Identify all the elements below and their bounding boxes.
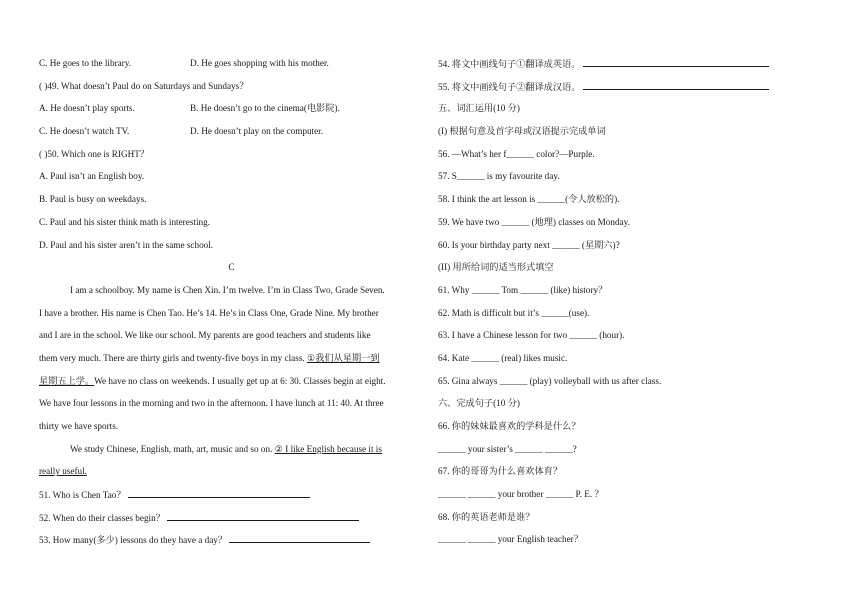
question-59: 59. We have two ______ (地理) classes on Monday. (438, 216, 630, 227)
option-b: B. He doesn’t go to the cinema(电影院). (190, 103, 340, 114)
question-50: ( )50. Which one is RIGHT？ (39, 148, 150, 159)
section-c-heading: C (228, 262, 235, 273)
option-line (39, 57, 424, 80)
question-66: 66. 你的妹妹最喜欢的学科是什么？ (438, 421, 581, 431)
answer-blank[interactable] (583, 80, 769, 90)
answer-line: ______ your sister’s ______ ______? (438, 443, 577, 454)
question-55 (438, 80, 828, 103)
question-56: 56. —What’s her f______ color?—Purple. (438, 148, 595, 159)
passage-line (39, 465, 424, 488)
option-c: C. He goes to the library. (39, 58, 132, 68)
subsection-heading: (II) 用所给词的适当形式填空 (438, 262, 554, 273)
passage-text: them very much. There are thirty girls and twenty-five boys in my class. (39, 352, 307, 363)
passage-text: We study Chinese, English, math, art, music and so on. (70, 443, 275, 454)
option-d: D. He doesn’t play on the computer. (190, 126, 324, 137)
answer-line: ______ ______ your English teacher？ (438, 534, 583, 545)
passage-line: I have a brother. His name is Chen Tao. He’s 14. He’s in Class One, Grade Nine. My brother (39, 307, 379, 318)
question-62: 62. Math is difficult but it’s ______(use). (438, 307, 590, 318)
option-b: B. Paul is busy on weekdays. (39, 194, 147, 205)
subsection-heading: (I) 根据句意及首字母或汉语提示完成单词 (438, 126, 606, 137)
question-text: 51. Who is Chen Tao？ (39, 490, 126, 501)
question-51 (39, 488, 424, 511)
question-text: 52. When do their classes begin？ (39, 512, 165, 523)
answer-line: ______ ______ your brother ______ P. E. ？ (438, 489, 604, 500)
question-57: 57. S______ is my favourite day. (438, 171, 560, 182)
question-text: 53. How many(多少) lessons do they have a day？ (39, 535, 228, 546)
answer-blank[interactable] (167, 511, 359, 521)
option-c: C. Paul and his sister think math is interesting. (39, 216, 210, 227)
right-column (438, 57, 828, 556)
passage-line (39, 375, 424, 398)
passage-text: We have no class on weekends. I usually get up at 6: 30. Classes begin at eight. (94, 375, 386, 386)
question-53 (39, 533, 424, 556)
passage-line (39, 443, 424, 466)
question-68: 68. 你的英语老师是谁？ (438, 511, 535, 522)
passage-line: and I are in the school. We like our school. My parents are good teachers and students like (39, 330, 371, 341)
passage-line (39, 352, 424, 375)
question-67: 67. 你的哥哥为什么喜欢体育？ (438, 466, 563, 477)
question-text: 55. 将文中画线句子②翻译成汉语。 (438, 81, 581, 92)
question-65: 65. Gina always ______ (play) volleyball with us after class. (438, 375, 662, 386)
answer-blank[interactable] (583, 57, 769, 67)
left-column (39, 57, 424, 556)
question-54 (438, 57, 828, 80)
passage-line: We have four lessons in the morning and two in the afternoon. I have lunch at 11: 40. At three (39, 398, 384, 409)
underlined-sentence-1: ①我们从星期一到 (307, 352, 380, 363)
passage-line: thirty we have sports. (39, 421, 119, 431)
option-a: A. Paul isn’t an English boy. (39, 171, 145, 182)
question-64: 64. Kate ______ (real) likes music. (438, 352, 568, 363)
question-49: ( )49. What doesn’t Paul do on Saturdays and Sundays？ (39, 80, 249, 91)
answer-blank[interactable] (128, 488, 310, 498)
question-60: 60. Is your birthday party next ______ (星期六)? (438, 239, 620, 250)
option-a: A. He doesn’t play sports. (39, 103, 135, 114)
question-63: 63. I have a Chinese lesson for two ______ (hour). (438, 330, 625, 341)
option-d: D. Paul and his sister aren’t in the same school. (39, 239, 214, 250)
option-line (39, 102, 424, 125)
passage-line: I am a schoolboy. My name is Chen Xin. I’m twelve. I’m in Class Two, Grade Seven. (70, 284, 385, 295)
question-52 (39, 511, 424, 534)
option-c: C. He doesn’t watch TV. (39, 126, 130, 137)
question-61: 61. Why ______ Tom ______ (like) history？ (438, 284, 608, 295)
question-text: 54. 将文中画线句子①翻译成英语。 (438, 59, 581, 69)
section-5-heading: 五、词汇运用(10 分) (438, 103, 520, 114)
underlined-sentence-2: ② I like English because it is (274, 443, 382, 454)
underlined-sentence-2: really useful. (39, 466, 87, 477)
answer-blank[interactable] (229, 533, 370, 543)
option-line (39, 125, 424, 148)
underlined-sentence-1: 星期五上学。 (39, 375, 95, 386)
section-6-heading: 六、完成句子(10 分) (438, 398, 520, 409)
question-58: 58. I think the art lesson is ______(令人放松的). (438, 194, 620, 205)
option-d: D. He goes shopping with his mother. (190, 58, 329, 68)
